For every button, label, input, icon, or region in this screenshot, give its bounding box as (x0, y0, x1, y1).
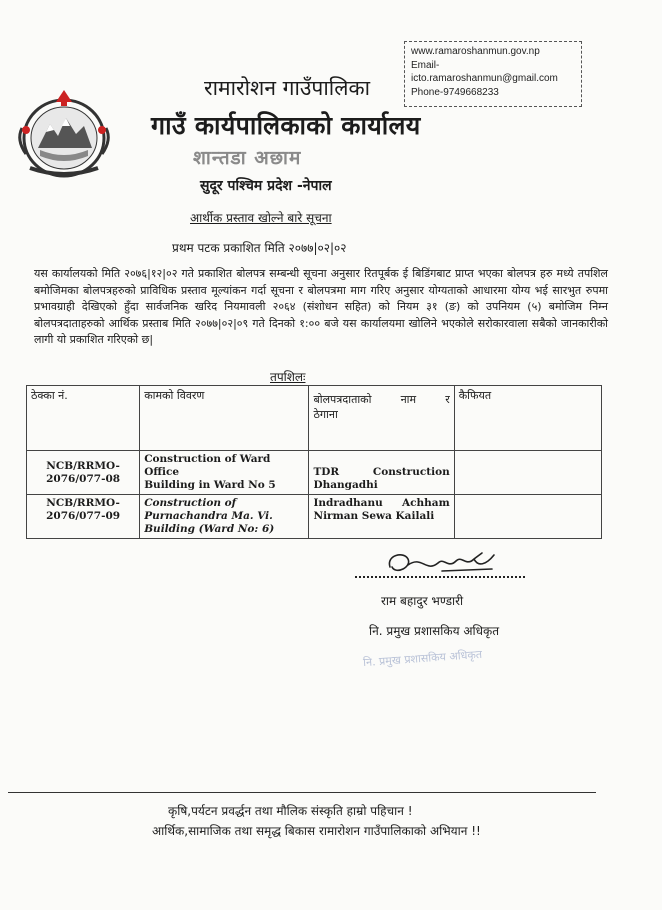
work-line: Purnachandra Ma. Vi. (144, 510, 273, 522)
phone-text: Phone-9749668233 (411, 86, 499, 98)
header-work-description: कामको विवरण (140, 386, 309, 451)
province-name: सुदूर पश्चिम प्रदेश -नेपाल (200, 178, 332, 194)
cell-contract-no (27, 495, 140, 539)
notice-subject: आर्थीक प्रस्ताव खोल्ने बारे सूचना (190, 211, 332, 225)
notice-body: यस कार्यालयको मिति २०७६|१२|०२ गते प्रकाशित बोलपत्र सम्बन्धी सूचना अनुसार रितपूर्बक ई बिडिंगबाट प्राप्त भएका बोलपत्र हरु मध्ये तपशिल बमोजिमका बोलपत्रहरुको प्राविधिक प्रस्ताव मूल्यांकन गर्दा सूचना र बोलपत्रमा माग गरिए अनुसार योग्यताको आधारमा योग्य भई सारभुत रुपमा प्रभावग्राही देखिएको हुँदा सार्वजनिक खरिद नियमावली २०६४ (संशोधन सहित) को नियम ३१ (ङ) को उपनियम (५) बमोजिम निम्न बोलपत्रदाताहरुको आर्थिक प्रस्ताब मिति २०७७|०२|०९ गते दिनको १:०० बजे यस कार्यालयमा खोलिने भएकोले सरोकारवाला सबैको जानकारीको लागी यो प्रकाशित गरिएको छ| (34, 267, 608, 346)
bidder-header-word: बोलपत्रदाताको (313, 393, 372, 406)
footer-slogan-1: कृषि,पर्यटन प्रवर्द्धन तथा मौलिक संस्कृति हाम्रो पहिचान ! (168, 804, 413, 818)
cell-remarks (454, 451, 601, 495)
cell-remarks (454, 495, 601, 539)
bidder-address: Dhangadhi (313, 479, 378, 491)
contact-info-box (404, 41, 582, 107)
table-title: तपशिलः (270, 370, 306, 384)
office-name: गाउँ कार्यपालिकाको कार्यालय (151, 111, 421, 140)
official-stamp: नि. प्रमुख प्रशासकिय अधिकृत (362, 647, 483, 670)
bidder-word: TDR (313, 466, 340, 478)
footer-divider (8, 792, 596, 793)
bid-details-table (26, 385, 602, 539)
header-bidder (309, 386, 454, 451)
municipality-name: रामारोशन गाउँपालिका (204, 76, 371, 100)
signer-designation: नि. प्रमुख प्रशासकिय अधिकृत (369, 624, 500, 638)
nepal-government-emblem (12, 88, 116, 180)
bidder-word: Achham (401, 497, 450, 509)
cell-bidder (309, 495, 454, 539)
header-contract-no: ठेक्का नं. (27, 386, 140, 451)
email-text: icto.ramaroshanmun@gmail.com (411, 73, 558, 84)
bidder-word: Construction (372, 466, 450, 478)
work-line: Construction of Ward Office (144, 453, 271, 478)
contract-line: NCB/RRMO- (46, 497, 120, 509)
contract-line: 2076/077-09 (46, 510, 121, 522)
cell-work-description (140, 495, 309, 539)
bidder-word: Indradhanu (313, 497, 383, 509)
cell-work-description (140, 451, 309, 495)
signer-name: राम बहादुर भण्डारी (381, 594, 464, 608)
cell-contract-no (27, 451, 140, 495)
work-line: Building in Ward No 5 (144, 479, 276, 491)
bidder-header-word: नाम (400, 393, 417, 406)
bidder-header-address: ठेगाना (313, 408, 338, 421)
table-row (27, 495, 602, 539)
table-row (27, 451, 602, 495)
website-text: www.ramaroshanmun.gov.np (411, 46, 540, 57)
work-line: Construction of (144, 497, 237, 509)
header-remarks: कैफियत (454, 386, 601, 451)
cell-bidder (309, 451, 454, 495)
contract-line: NCB/RRMO- (46, 459, 120, 472)
footer-slogan-2: आर्थिक,सामाजिक तथा समृद्ध बिकास रामारोशन गाउँपालिकाको अभियान !! (152, 824, 481, 838)
office-location: शान्तडा अछाम (193, 147, 302, 169)
publish-date: प्रथम पटक प्रकाशित मिति २०७७|०२|०२ (172, 241, 347, 255)
bidder-address: Nirman Sewa Kailali (313, 510, 435, 522)
table-header-row (27, 386, 602, 451)
signature-line (355, 576, 525, 578)
email-label: Email- (411, 59, 440, 71)
contract-line: 2076/077-08 (46, 472, 121, 485)
bidder-header-word: र (445, 393, 450, 406)
work-line: Building (Ward No: 6) (144, 523, 275, 535)
